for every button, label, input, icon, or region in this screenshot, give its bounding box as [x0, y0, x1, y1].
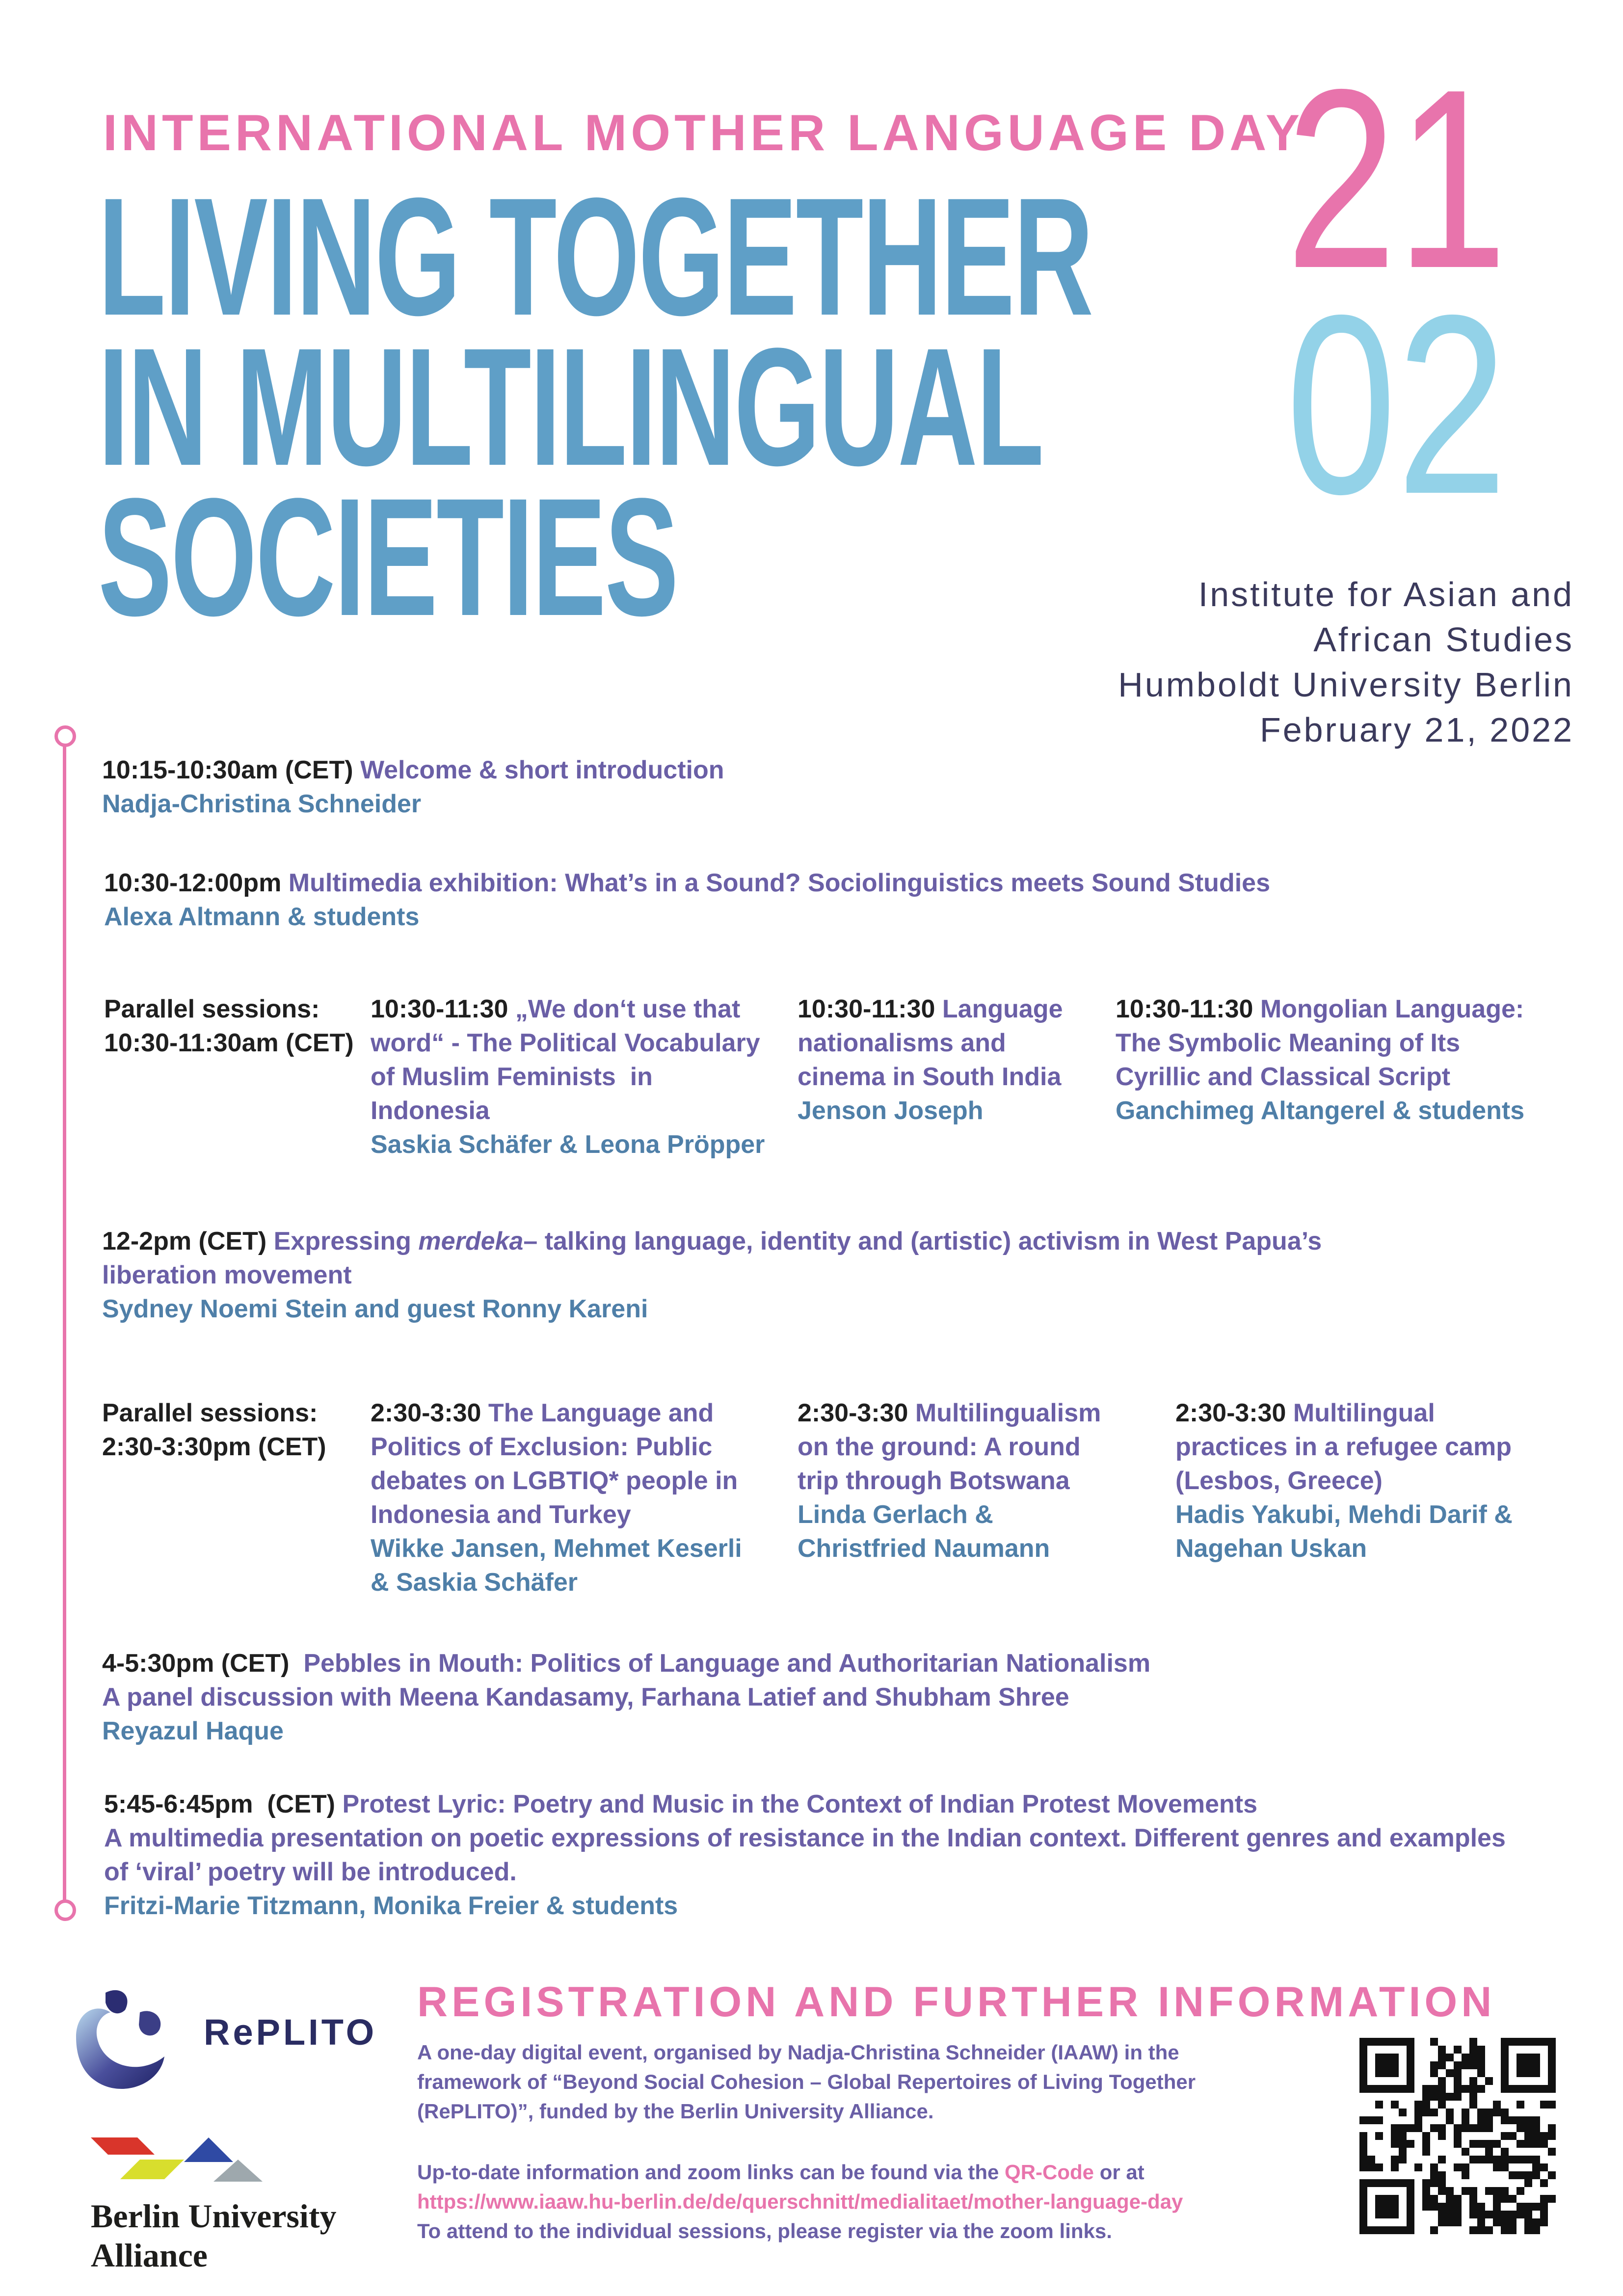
session-title: Indonesia and Turkey	[371, 1500, 631, 1529]
title-line: IN MULTILINGUAL	[98, 313, 1043, 501]
event-date: February 21, 2022	[1259, 711, 1574, 749]
session-title: trip through Botswana	[798, 1467, 1070, 1495]
session-title: Indonesia	[371, 1096, 490, 1125]
session-speakers: Saskia Schäfer & Leona Pröpper	[371, 1130, 765, 1159]
session-title: cinema in South India	[798, 1063, 1062, 1091]
event-title	[98, 163, 1092, 651]
bua-wordmark	[91, 2196, 337, 2275]
session-welcome	[102, 753, 724, 821]
date-month: 02	[1286, 262, 1508, 547]
registration-text: framework of “Beyond Social Cohesion – Global Repertoires of Living Together	[417, 2070, 1196, 2093]
session-title: The Language and	[488, 1399, 714, 1427]
venue-line: Humboldt University Berlin	[1118, 666, 1574, 704]
session-title: (Lesbos, Greece)	[1175, 1467, 1383, 1495]
session-merdeka	[102, 1225, 1322, 1326]
parallel-session-c	[1116, 992, 1524, 1128]
replito-label: RePLITO	[204, 2012, 377, 2053]
registration-text: A one-day digital event, organised by Nadja-Christina Schneider (IAAW) in the	[417, 2041, 1179, 2064]
session-title-emphasis: merdeka	[418, 1227, 524, 1255]
session-time: 10:30-11:30	[371, 995, 508, 1023]
parallel-session-b	[798, 1396, 1101, 1566]
session-description: of ‘viral’ poetry will be introduced.	[104, 1858, 517, 1886]
qr-code-reference: QR-Code	[1005, 2161, 1094, 2184]
session-pebbles	[102, 1647, 1150, 1748]
session-speakers: Wikke Jansen, Mehmet Keserli	[371, 1534, 742, 1563]
session-description: A multimedia presentation on poetic expressions of resistance in the Indian context. Different genres and examples	[104, 1824, 1506, 1852]
session-speakers: Sydney Noemi Stein and guest Ronny Kareni	[102, 1295, 648, 1323]
parallel-session-c	[1175, 1396, 1513, 1566]
parallel-label: Parallel sessions:	[104, 995, 320, 1023]
session-time: 10:30-12:00pm	[104, 869, 282, 897]
session-exhibition	[104, 866, 1270, 934]
session-subtitle: A panel discussion with Meena Kandasamy, Farhana Latief and Shubham Shree	[102, 1683, 1069, 1711]
registration-title: REGISTRATION AND FURTHER INFORMATION	[417, 1978, 1496, 2026]
session-speakers: & Saskia Schäfer	[371, 1568, 578, 1597]
session-time: 10:15-10:30am (CET)	[102, 756, 353, 784]
session-title: Multilingual	[1293, 1399, 1435, 1427]
parallel-label-morning	[104, 992, 354, 1060]
session-time: 10:30-11:30	[1116, 995, 1253, 1023]
session-speakers: Ganchimeg Altangerel & students	[1116, 1096, 1525, 1125]
registration-text: To attend to the individual sessions, please register via the zoom links.	[417, 2219, 1112, 2243]
registration-text: Up-to-date information and zoom links can be found via the	[417, 2161, 999, 2184]
venue-block	[1118, 572, 1574, 752]
session-title: practices in a refugee camp	[1175, 1433, 1512, 1461]
session-speakers: Nadja-Christina Schneider	[102, 790, 422, 818]
session-speakers: Linda Gerlach &	[798, 1500, 993, 1529]
session-speakers: Hadis Yakubi, Mehdi Darif &	[1175, 1500, 1513, 1529]
session-time: 10:30-11:30	[798, 995, 935, 1023]
session-time: 4-5:30pm (CET)	[102, 1649, 290, 1678]
title-line: LIVING TOGETHER	[98, 163, 1092, 350]
session-title: word“ - The Political Vocabulary	[371, 1029, 760, 1057]
session-title: Multimedia exhibition: What’s in a Sound? Sociolinguistics meets Sound Studies	[288, 869, 1270, 897]
session-speakers: Alexa Altmann & students	[104, 903, 420, 931]
session-speakers: Christfried Naumann	[798, 1534, 1050, 1563]
registration-info	[417, 2038, 1196, 2246]
session-title: Mongolian Language:	[1260, 995, 1524, 1023]
timeline-line	[63, 736, 66, 1914]
session-title: liberation movement	[102, 1261, 352, 1289]
session-time: 2:30-3:30	[371, 1399, 481, 1427]
session-title: Welcome & short introduction	[360, 756, 724, 784]
session-title: Multilingualism	[915, 1399, 1101, 1427]
session-title: „We don‘t use that	[515, 995, 741, 1023]
session-title: Language	[942, 995, 1063, 1023]
registration-link[interactable]: https://www.iaaw.hu-berlin.de/de/querschnitt/medialitaet/mother-language-day	[417, 2190, 1183, 2213]
session-title: Cyrillic and Classical Script	[1116, 1063, 1451, 1091]
session-title: nationalisms and	[798, 1029, 1006, 1057]
session-title: debates on LGBTIQ* people in	[371, 1467, 738, 1495]
session-speakers: Reyazul Haque	[102, 1717, 284, 1745]
venue-line: African Studies	[1313, 620, 1574, 659]
date-day: 21	[1286, 36, 1508, 321]
bua-line: Alliance	[91, 2237, 208, 2274]
parallel-session-a	[371, 1396, 742, 1600]
registration-text: (RePLITO)”, funded by the Berlin University Alliance.	[417, 2100, 934, 2123]
session-title: Pebbles in Mouth: Politics of Language and Authoritarian Nationalism	[303, 1649, 1151, 1678]
parallel-time: 10:30-11:30am (CET)	[104, 1029, 354, 1057]
replito-logo-icon	[66, 1983, 179, 2101]
session-time: 5:45-6:45pm (CET)	[104, 1790, 335, 1818]
session-title: Protest Lyric: Poetry and Music in the Context of Indian Protest Movements	[342, 1790, 1258, 1818]
venue-line: Institute for Asian and	[1198, 575, 1574, 614]
session-title: of Muslim Feminists in	[371, 1063, 653, 1091]
session-time: 2:30-3:30	[1175, 1399, 1286, 1427]
title-line: SOCIETIES	[98, 463, 678, 651]
parallel-session-b	[798, 992, 1063, 1128]
session-speakers: Jenson Joseph	[798, 1096, 984, 1125]
session-title: – talking language, identity and (artistic) activism in West Papua’s	[523, 1227, 1322, 1255]
parallel-label-afternoon	[102, 1396, 326, 1464]
session-protest-lyric	[104, 1788, 1506, 1923]
session-title: Expressing	[273, 1227, 411, 1255]
session-speakers: Fritzi-Marie Titzmann, Monika Freier & students	[104, 1892, 678, 1920]
session-title: on the ground: A round	[798, 1433, 1081, 1461]
session-speakers: Nagehan Uskan	[1175, 1534, 1367, 1563]
parallel-session-a	[371, 992, 765, 1162]
session-time: 2:30-3:30	[798, 1399, 908, 1427]
event-supertitle: INTERNATIONAL MOTHER LANGUAGE DAY	[103, 105, 1304, 161]
bua-line: Berlin University	[91, 2197, 337, 2235]
bua-logo-icon	[91, 2133, 272, 2182]
session-time: 12-2pm (CET)	[102, 1227, 267, 1255]
session-title: Politics of Exclusion: Public	[371, 1433, 713, 1461]
qr-code-icon[interactable]	[1359, 2038, 1556, 2234]
timeline-end-dot	[54, 1899, 76, 1921]
parallel-time: 2:30-3:30pm (CET)	[102, 1433, 326, 1461]
session-title: The Symbolic Meaning of Its	[1116, 1029, 1461, 1057]
registration-text: or at	[1099, 2161, 1144, 2184]
parallel-label: Parallel sessions:	[102, 1399, 318, 1427]
timeline-start-dot	[54, 725, 76, 747]
